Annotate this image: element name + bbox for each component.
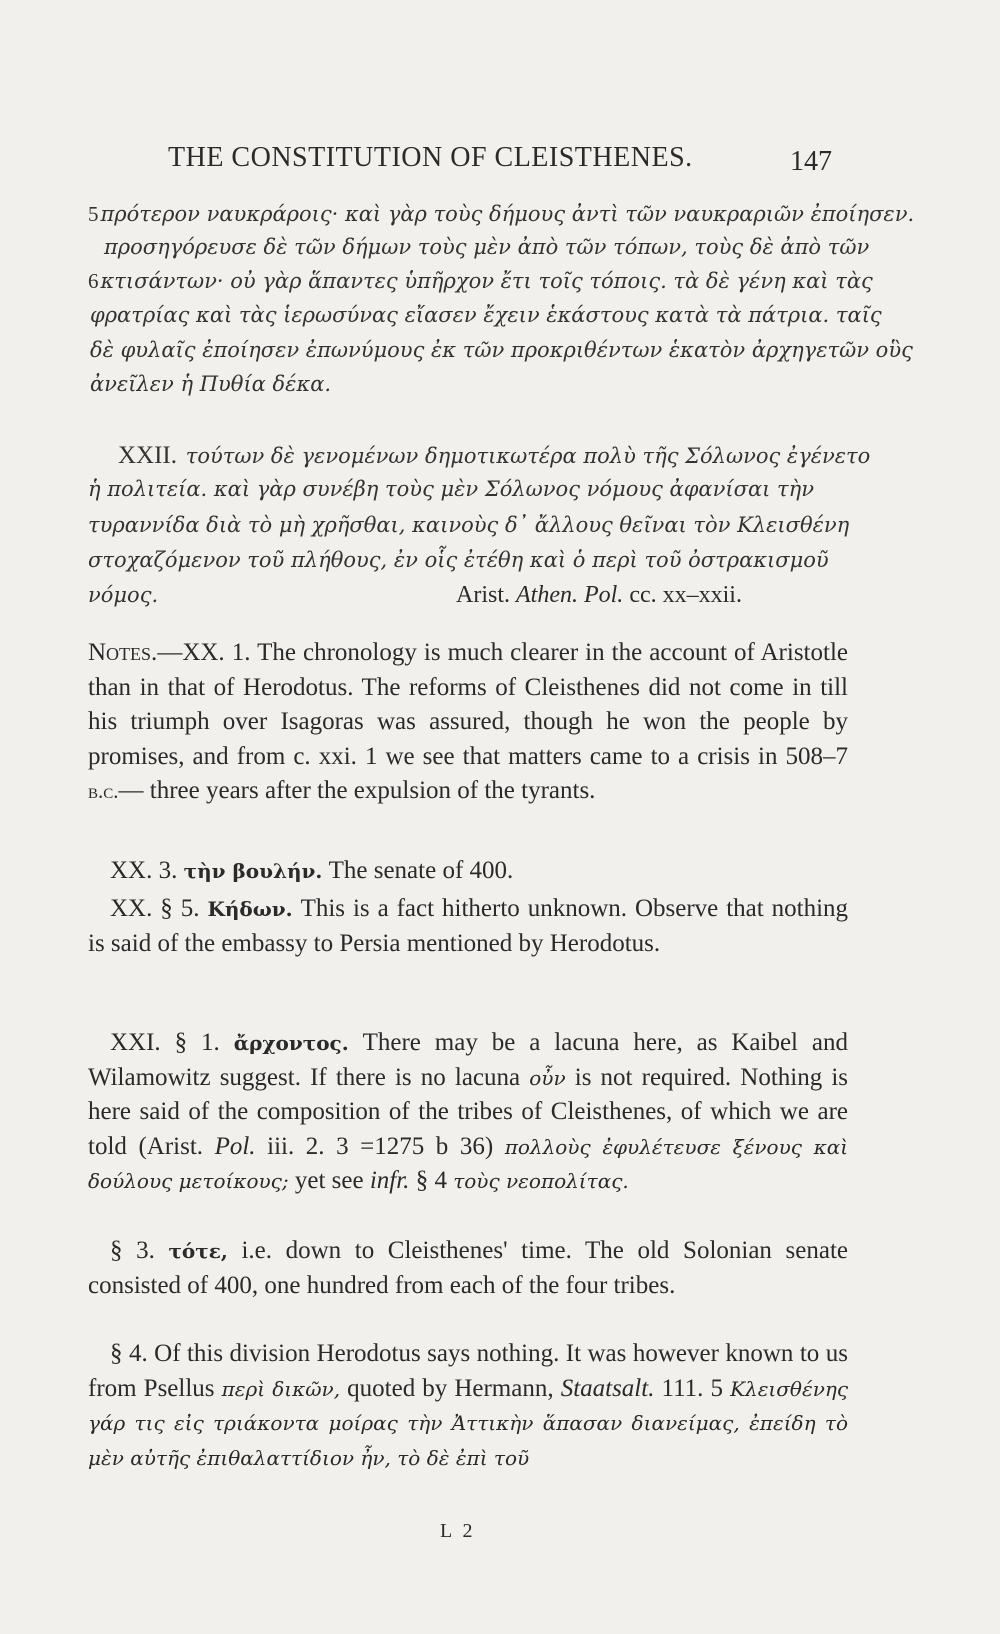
chapter-numeral: XXII. xyxy=(118,442,178,469)
notes-paragraph-4: XXI. § 1. ἄρχοντος. There may be a lacuna here, as Kaibel and Wilamowitz suggest. If there is no lacuna οὖν is not required. Nothing is here said of the composition of the tribes of Cleisthenes, of which we are told (Arist. Pol. iii. 2. 3 =1275 b 36) πολλοὺς ἐφυλέτευσε ξένους καὶ δούλους μετοίκους; yet see infr. § 4 τοὺς νεοπολίτας. xyxy=(88,1029,849,1194)
notes-paragraph-6: § 4. Of this division Herodotus says nothing. It was however known to us from Psellus περὶ δικῶν, quoted by Hermann, Staatsalt. 111. 5 Κλεισθένης γάρ τις εἰς τριάκοντα μοίρας τὴν Ἀττικὴν ἅπασαν διανείμας, ἐπείδη τὸ μὲν αὐτῆς ἐπιθαλαττίδιον ἦν, τὸ δὲ ἐπὶ τοῦ xyxy=(88,1340,849,1470)
source-citation: Arist. Athen. Pol. cc. xx–xxii. xyxy=(456,582,742,608)
greek-line: ἡ πολιτεία. καὶ γὰρ συνέβη τοὺς μὲν Σόλωνος νόμους ἀφανίσαι τὴν xyxy=(88,477,814,501)
greek-line: προσηγόρευσε δὲ τῶν δήμων τοὺς μὲν ἀπὸ τῶν τόπων, τοὺς δὲ ἀπὸ τῶν xyxy=(104,235,870,259)
greek-line: δὲ φυλαῖς ἐποίησεν ἐπωνύμους ἐκ τῶν προκριθέντων ἑκατὸν ἀρχηγετῶν οὓς xyxy=(90,338,913,362)
line-number: 5 xyxy=(88,202,99,226)
signature-mark: L 2 xyxy=(440,1520,476,1542)
greek-line: τυραννίδα διὰ τὸ μὴ χρῆσθαι, καινοὺς δ᾿ ἄλλους θεῖναι τὸν Κλεισθένη xyxy=(88,513,850,537)
line-number: 6 xyxy=(88,269,99,293)
page-number: 147 xyxy=(790,146,832,177)
notes-heading: Notes. xyxy=(88,639,158,666)
greek-line: φρατρίας καὶ τὰς ἱερωσύνας εἴασεν ἔχειν ἑκάστους κατὰ τὰ πάτρια. ταῖς xyxy=(90,303,882,327)
greek-extract xyxy=(88,202,915,607)
greek-line: νόμος. xyxy=(88,583,159,607)
greek-line: 5πρότερον ναυκράροις· καὶ γὰρ τοὺς δήμους ἀντὶ τῶν ναυκραριῶν ἐποίησεν. xyxy=(88,202,915,226)
notes-paragraph-5: § 3. τότε, i.e. down to Cleisthenes' time. The old Solonian senate consisted of 400, one hundred from each of the four tribes. xyxy=(88,1237,848,1299)
notes-paragraph-1: Notes.—XX. 1. The chronology is much clearer in the account of Aristotle than in that of Herodotus. The reforms of Cleisthenes did not come in till his triumph over Isagoras was assured, though he won the people by promises, and from c. xxi. 1 we see that matters came to a crisis in 508–7 b.c.— three years after the expulsion of the tyrants. xyxy=(88,639,848,804)
greek-line: ἀνεῖλεν ἡ Πυθία δέκα. xyxy=(90,372,332,396)
notes-paragraph-2: XX. 3. τὴν βουλήν. The senate of 400. xyxy=(110,857,514,884)
greek-line: 6κτισάντων· οὐ γὰρ ἅπαντες ὑπῆρχον ἔτι τοῖς τόποις. τὰ δὲ γένη καὶ τὰς xyxy=(88,269,873,293)
notes-paragraph-3: XX. § 5. Κήδων. This is a fact hitherto unknown. Observe that nothing is said of the embassy to Persia mentioned by Herodotus. xyxy=(88,895,849,957)
chapter-xxii-line: XXII. τούτων δὲ γενομένων δημοτικωτέρα πολὺ τῆς Σόλωνος ἐγένετο xyxy=(118,442,871,469)
running-header: THE CONSTITUTION OF CLEISTHENES. xyxy=(168,142,693,173)
greek-line: στοχαζόμενον τοῦ πλήθους, ἐν οἷς ἐτέθη καὶ ὁ περὶ τοῦ ὀστρακισμοῦ xyxy=(88,548,829,572)
